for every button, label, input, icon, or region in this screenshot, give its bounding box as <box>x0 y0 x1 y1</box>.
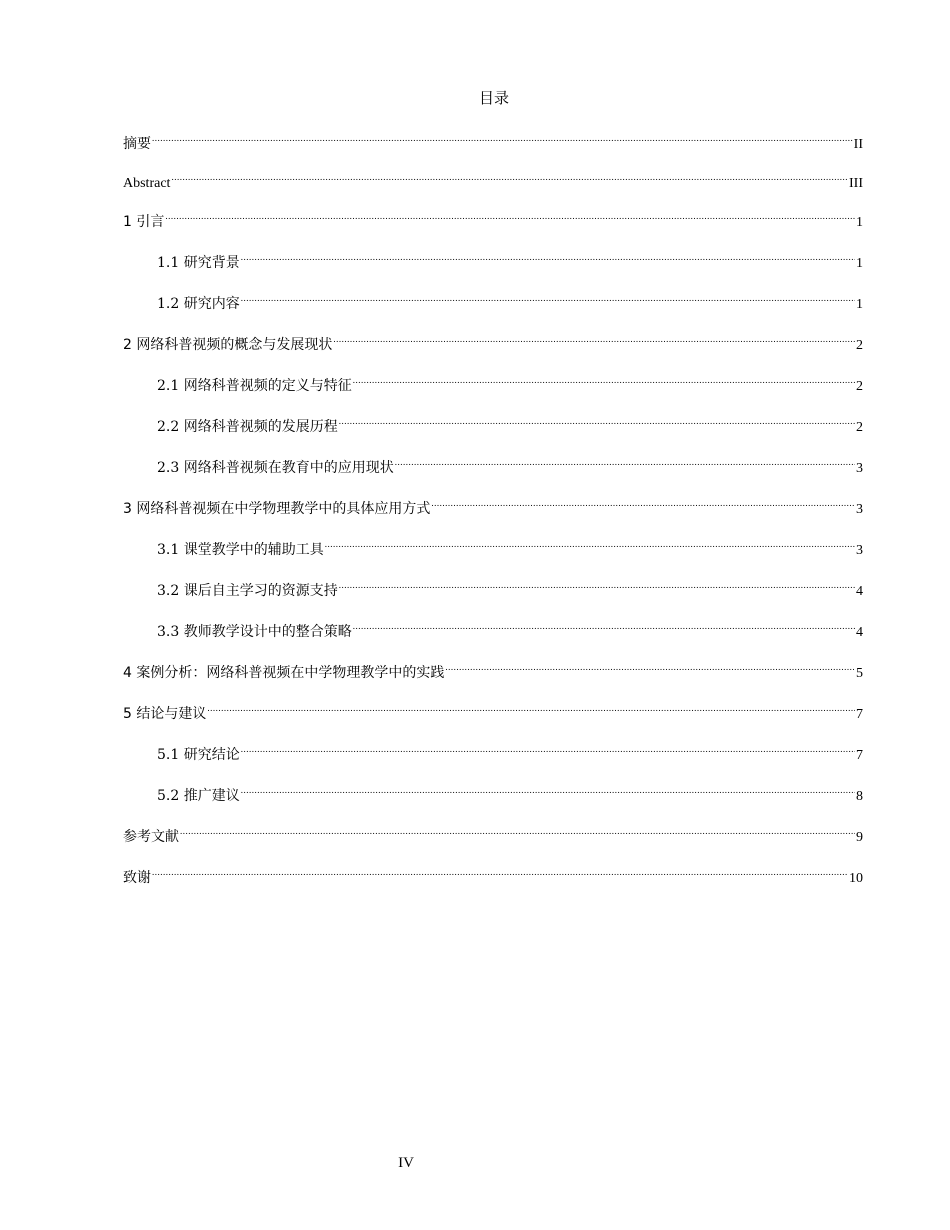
toc-entry-references[interactable] <box>123 819 863 845</box>
toc-entry-label: 3.3 教师教学设计中的整合策略 <box>157 624 352 640</box>
toc-dot-leader <box>395 450 855 472</box>
page-number: IV <box>398 1155 414 1171</box>
toc-entry-label: 摘要 <box>123 136 151 152</box>
toc-entry-section-2-2[interactable] <box>157 409 863 435</box>
toc-dot-leader <box>241 778 855 800</box>
toc-entry-section-1-1[interactable] <box>157 245 863 271</box>
toc-entry-page: 7 <box>856 748 863 763</box>
toc-entry-section-2-1[interactable] <box>157 368 863 394</box>
toc-dot-leader <box>152 126 853 148</box>
toc-entry-section-2-3[interactable] <box>157 450 863 476</box>
toc-entry-chapter-1[interactable] <box>123 204 863 230</box>
toc-entry-section-3-2[interactable] <box>157 573 863 599</box>
toc-dot-leader <box>152 860 848 882</box>
toc-dot-leader <box>241 737 855 759</box>
toc-entry-page: 3 <box>856 502 863 517</box>
toc-entry-page: 2 <box>856 420 863 435</box>
toc-dot-leader <box>241 286 855 308</box>
toc-entry-page: 4 <box>856 625 863 640</box>
toc-entry-page: 3 <box>856 461 863 476</box>
toc-entry-page: 4 <box>856 584 863 599</box>
toc-entry-chapter-3[interactable] <box>123 491 863 517</box>
toc-dot-leader <box>207 696 855 718</box>
toc-entry-page: 8 <box>856 789 863 804</box>
toc-entry-section-3-1[interactable] <box>157 532 863 558</box>
toc-entry-page: 2 <box>856 338 863 353</box>
toc-entry-page: 7 <box>856 707 863 722</box>
toc-dot-leader <box>241 245 855 267</box>
toc-entry-section-3-3[interactable] <box>157 614 863 640</box>
toc-entry-section-5-1[interactable] <box>157 737 863 763</box>
toc-entry-label: 2.2 网络科普视频的发展历程 <box>157 419 338 435</box>
toc-entry-page: 1 <box>856 297 863 312</box>
toc-dot-leader <box>180 819 855 841</box>
toc-entry-chapter-4[interactable] <box>123 655 863 681</box>
toc-entry-abstract-en[interactable] <box>123 165 863 191</box>
toc-entry-page: 1 <box>856 215 863 230</box>
toc-entry-label: 2 网络科普视频的概念与发展现状 <box>123 337 333 353</box>
toc-entry-label: 致谢 <box>123 870 151 886</box>
toc-entry-chapter-5[interactable] <box>123 696 863 722</box>
toc-entry-label: 1.1 研究背景 <box>157 255 240 271</box>
toc-dot-leader <box>339 573 855 595</box>
toc-entry-label: 3.1 课堂教学中的辅助工具 <box>157 542 324 558</box>
toc-entry-label: Abstract <box>123 176 171 191</box>
toc-entry-page: 10 <box>849 871 863 886</box>
toc-dot-leader <box>445 655 855 677</box>
page-title: 目录 <box>478 89 509 107</box>
toc-dot-leader <box>431 491 855 513</box>
toc-entry-label: 3 网络科普视频在中学物理教学中的具体应用方式 <box>123 501 431 517</box>
toc-dot-leader <box>339 409 855 431</box>
toc-entry-acknowledgements[interactable] <box>123 860 863 886</box>
toc-dot-leader <box>353 614 855 636</box>
toc-entry-label: 2.1 网络科普视频的定义与特征 <box>157 378 352 394</box>
toc-entry-page: II <box>853 137 863 152</box>
toc-entry-label: 1.2 研究内容 <box>157 296 240 312</box>
toc-dot-leader <box>325 532 855 554</box>
toc-entry-chapter-2[interactable] <box>123 327 863 353</box>
toc-dot-leader <box>333 327 855 349</box>
toc-entry-label: 参考文献 <box>123 829 179 845</box>
toc-entry-label: 2.3 网络科普视频在教育中的应用现状 <box>157 460 394 476</box>
toc-entry-page: 9 <box>856 830 863 845</box>
toc-entry-section-5-2[interactable] <box>157 778 863 804</box>
toc-entry-label: 1 引言 <box>123 214 165 230</box>
toc-entry-label: 5.1 研究结论 <box>157 747 240 763</box>
toc-entry-page: 3 <box>856 543 863 558</box>
toc-dot-leader <box>171 165 848 187</box>
toc-entry-label: 3.2 课后自主学习的资源支持 <box>157 583 338 599</box>
toc-dot-leader <box>165 204 855 226</box>
toc-entry-section-1-2[interactable] <box>157 286 863 312</box>
toc-entry-page: 1 <box>856 256 863 271</box>
toc-entry-page: 2 <box>856 379 863 394</box>
toc-entry-label: 5.2 推广建议 <box>157 788 240 804</box>
toc-entry-abstract-cn[interactable] <box>123 126 863 152</box>
toc-entry-page: III <box>849 176 863 191</box>
toc-dot-leader <box>353 368 855 390</box>
toc-entry-page: 5 <box>856 666 863 681</box>
toc-entry-label: 5 结论与建议 <box>123 706 207 722</box>
toc-entry-label: 4 案例分析：网络科普视频在中学物理教学中的实践 <box>123 665 445 681</box>
